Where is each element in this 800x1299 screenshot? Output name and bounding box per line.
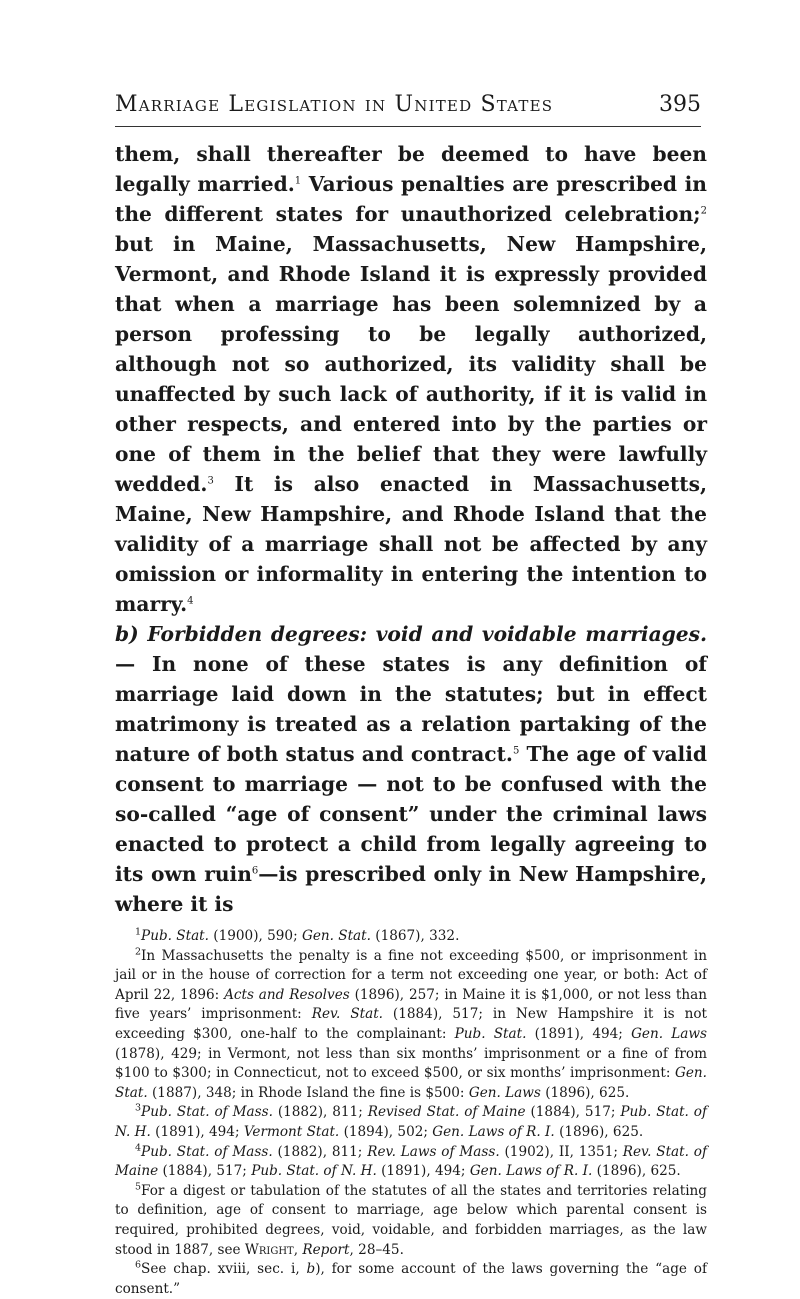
body-text [115, 139, 707, 919]
footnote-1: $^1$Pub. Stat. (1900), 590; Gen. Stat. (1867), 332. [135, 926, 460, 944]
footnote-ref-4: 4 [187, 595, 194, 607]
footnote-ref-6: 6 [251, 865, 259, 877]
page-number: 395 [659, 92, 701, 117]
section-label: b) [115, 622, 148, 646]
paragraph-1: them, shall thereafter be deemed to have been legally married.$^1$ Various penalties are prescribed in the different states for unauthorized celebration;$^2$ but in Maine, Massachusetts, New Hampshire, Vermont, and Rhode Island it is expressly provided that when a marriage has been solemnized by a person professing to be legally authorized, although not so authorized, its validity shall be unaffected by such lack of authority, if it is valid in other respects, and entered into by the parties or one of them in the belief that they were lawfully wedded.$^3$ It is also enacted in Massachusetts, Maine, New Hampshire, and Rhode Island that the validity of a marriage shall not be affected by any omission or informality in entering the intention to marry.$^4$ [115, 142, 707, 616]
footnote-ref-3: 3 [207, 475, 214, 487]
running-header [115, 90, 701, 127]
section-heading: Forbidden degrees: void and voidable marriages. [147, 622, 708, 646]
running-title: Marriage Legislation in United States [115, 92, 554, 117]
footnote-ref-2: 2 [700, 205, 707, 217]
paragraph-2: b) Forbidden degrees: void and voidable marriages.— In none of these states is any definition of marriage laid down in the statutes; but in effect matrimony is treated as a relation partaking of the nature of both status and contract.$^5$ The age of valid consent to marriage — not to be confused with the so-called “age of consent” under the criminal laws enacted to protect a child from legally agreeing to its own ruin$^6$—is prescribed only in New Hampshire, where it is [115, 622, 708, 916]
footnote-6: $^6$See chap. xviii, sec. i, b), for some account of the laws governing the “age of consent.” [115, 1259, 707, 1297]
footnote-5: $^5$For a digest or tabulation of the statutes of all the states and territories relating to definition, age of consent to marriage, age below which parental consent is required, prohibited degrees, void, voidable, and forbidden marriages, as the law stood in 1887, see Wright, Report, 28–45. [115, 1181, 707, 1258]
footnote-ref-1: 1 [294, 175, 302, 187]
footnote-ref-5: 5 [512, 745, 520, 757]
footnote-2: $^2$In Massachusetts the penalty is a fine not exceeding $500, or imprisonment in jail or in the house of correction for a term not exceeding one year, or both: Act of April 22, 1896: Acts and Resolves (1896), 257; in Maine it is $1,000, or not less than five years’ imprisonment: Rev. Stat. (1884), 517; in New Hampshire it is not exceeding $300, one-half to the complainant: Pub. Stat. (1891), 494; Gen. Laws (1878), 429; in Vermont, not less than six months’ imprisonment or a fine of from $100 to $300; in Connecticut, not to exceed $500, or six months’ imprisonment: Gen. Stat. (1887), 348; in Rhode Island the fine is $500: Gen. Laws (1896), 625. [115, 946, 707, 1101]
page [115, 90, 710, 1299]
footnote-3: $^3$Pub. Stat. of Mass. (1882), 811; Revised Stat. of Maine (1884), 517; Pub. Stat. of N. H. (1891), 494; Vermont Stat. (1894), 502; Gen. Laws of R. I. (1896), 625. [115, 1102, 708, 1140]
footnotes [115, 927, 707, 1299]
footnote-4: $^4$Pub. Stat. of Mass. (1882), 811; Rev. Laws of Mass. (1902), II, 1351; Rev. Stat. of Maine (1884), 517; Pub. Stat. of N. H. (1891), 494; Gen. Laws of R. I. (1896), 625. [115, 1142, 707, 1180]
